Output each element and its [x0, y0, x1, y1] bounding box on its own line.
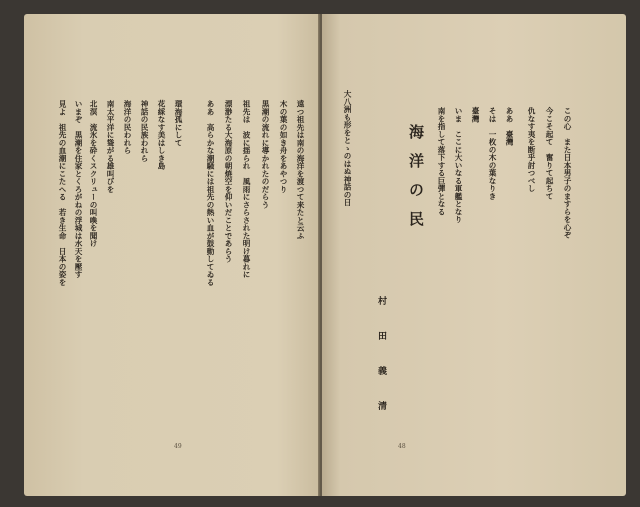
poem-line: いまぞ 黒潮を住家とくろがねの浮城は水天を壓す [74, 100, 83, 279]
page-number: 48 [398, 443, 406, 450]
poem-line: 見よ 祖先の血潮にこたへる 若き生命 日本の姿を [58, 100, 67, 286]
poem-line: 遠つ祖先は南の海洋を渡つて来たと云ふ [296, 100, 305, 240]
poem-line: 今こそ起て 奮りて起ちて [545, 107, 554, 200]
poem-line: 北溟 流氷を砕くスクリューの叫喚を聞け [89, 100, 98, 248]
poem-line: ああ 高らかな潮騒には祖先の熱い血が鼓動してゐる [206, 100, 215, 286]
poem-line: 臺灣 [471, 107, 480, 123]
poem-line: 木の葉の如き舟をあやつり [279, 100, 288, 193]
poem-line: 環海孤にして [174, 100, 183, 147]
poem-line: いま ここに大いなる軍艦となり [454, 107, 463, 224]
poem-line: 黒潮の流れに導かれたのだらう [261, 100, 270, 209]
poem-line: 神話の民族われら [140, 100, 149, 162]
poem-line: 海洋の民われら [123, 100, 132, 155]
poem-line: 花綵なす美はしき島 [157, 100, 166, 170]
poem-line: 漂渺たる大海原の朝焼空を仰いだことであらう [224, 100, 233, 263]
poem-line: 南太平洋に聳がる雄叫びを [106, 100, 115, 193]
page-number: 49 [174, 443, 182, 450]
poem-line: ああ 臺灣 [505, 107, 514, 146]
poem-line: 仇なす夷を断乎討つべし [527, 107, 536, 193]
poem-line: そは 一枚の木の葉なりき [488, 107, 497, 200]
poem-title: 海洋の民 [407, 124, 425, 240]
author-name: 村田義清 [376, 296, 386, 436]
poem-line: 祖先は 波に揺られ 風雨にさらされた明け暮れに [242, 100, 251, 279]
left-page [24, 14, 322, 496]
poem-line: この心 また日本男子のますらを心ぞ [563, 107, 572, 239]
right-page [322, 14, 626, 496]
poem-line: 大八洲も形をとゝのはぬ神話の日 [343, 90, 352, 207]
poem-line: 南を指して落下する巨彈となる [437, 107, 446, 216]
